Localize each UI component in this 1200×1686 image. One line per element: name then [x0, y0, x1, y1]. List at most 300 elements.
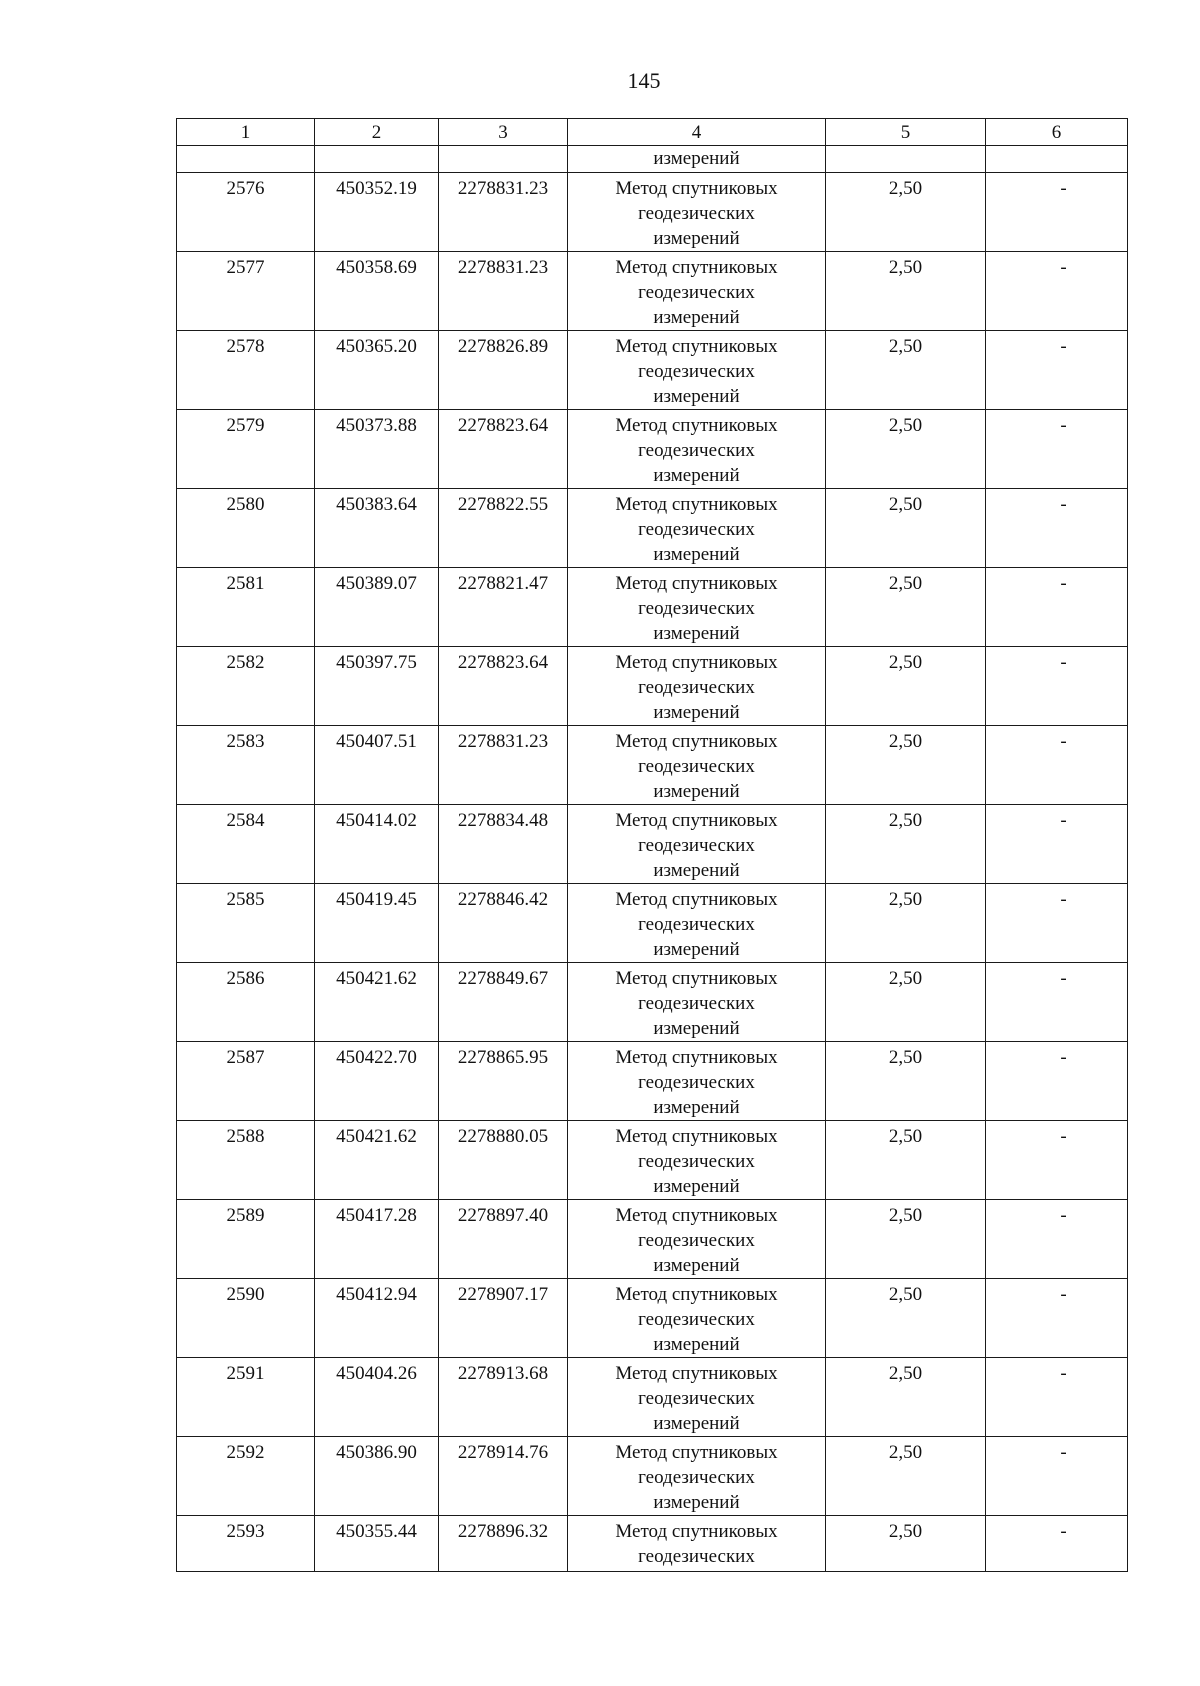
method-text: [568, 884, 825, 962]
method-cell: [568, 884, 826, 963]
method-cell: [568, 805, 826, 884]
note-cell: [986, 410, 1128, 489]
accuracy-cell: [826, 1121, 986, 1200]
method-line: геодезических: [638, 835, 755, 856]
method-line: Метод спутниковых: [615, 336, 778, 357]
point-number: 2588: [226, 1126, 265, 1147]
accuracy-cell: [826, 1042, 986, 1121]
accuracy-value: 2,50: [888, 1047, 923, 1068]
accuracy-cell: [826, 726, 986, 805]
x-coordinate: 450422.70: [336, 1047, 417, 1068]
method-cell: [568, 1042, 826, 1121]
method-text: [568, 1200, 825, 1278]
table-row: [177, 173, 1128, 252]
point-number-cell: [177, 1279, 315, 1358]
x-coordinate: 450386.90: [336, 1442, 417, 1463]
method-line: Метод спутниковых: [615, 1284, 778, 1305]
accuracy-cell: [826, 884, 986, 963]
method-text: [568, 252, 825, 330]
y-coordinate: 2278897.40: [457, 1205, 549, 1226]
accuracy-value: 2,50: [888, 336, 923, 357]
continuation-cell-5: [826, 146, 986, 173]
accuracy-value: 2,50: [888, 573, 923, 594]
continuation-row: [177, 146, 1128, 173]
method-cell: [568, 410, 826, 489]
method-line: Метод спутниковых: [615, 178, 778, 199]
x-coordinate: 450358.69: [336, 257, 417, 278]
y-coordinate: 2278865.95: [457, 1047, 549, 1068]
method-cell: [568, 331, 826, 410]
y-coordinate-cell: [439, 1121, 568, 1200]
table-row: [177, 1437, 1128, 1516]
method-line: измерений: [653, 1255, 740, 1276]
note-cell: [986, 1042, 1128, 1121]
header-cell-3: 3: [439, 119, 568, 146]
x-coordinate: 450419.45: [336, 889, 417, 910]
method-line: геодезических: [638, 1546, 755, 1567]
x-coordinate-cell: [315, 726, 439, 805]
coordinates-table: [176, 118, 1128, 1572]
method-line: Метод спутниковых: [615, 573, 778, 594]
method-line: Метод спутниковых: [615, 1205, 778, 1226]
method-text: [568, 1437, 825, 1515]
point-number: 2589: [226, 1205, 265, 1226]
note-value: -: [1060, 968, 1067, 989]
point-number-cell: [177, 1121, 315, 1200]
header-cell-2: 2: [315, 119, 439, 146]
point-number: 2587: [226, 1047, 265, 1068]
x-coordinate-cell: [315, 1437, 439, 1516]
point-number-cell: [177, 1516, 315, 1572]
note-cell: [986, 805, 1128, 884]
accuracy-value: 2,50: [888, 1442, 923, 1463]
x-coordinate-cell: [315, 1358, 439, 1437]
y-coordinate: 2278834.48: [457, 810, 549, 831]
y-coordinate: 2278822.55: [457, 494, 549, 515]
method-line: геодезических: [638, 1151, 755, 1172]
point-number-cell: [177, 1200, 315, 1279]
x-coordinate-cell: [315, 1121, 439, 1200]
point-number-cell: [177, 647, 315, 726]
y-coordinate-cell: [439, 1042, 568, 1121]
y-coordinate: 2278896.32: [457, 1521, 549, 1542]
note-value: -: [1060, 1442, 1067, 1463]
method-line: геодезических: [638, 1230, 755, 1251]
y-coordinate: 2278831.23: [457, 178, 549, 199]
table-row: [177, 1516, 1128, 1572]
accuracy-value: 2,50: [888, 652, 923, 673]
point-number-cell: [177, 331, 315, 410]
x-coordinate: 450421.62: [336, 968, 417, 989]
method-line: измерений: [653, 1492, 740, 1513]
method-line: измерений: [653, 623, 740, 644]
method-text: [568, 331, 825, 409]
continuation-cell-2: [315, 146, 439, 173]
point-number: 2580: [226, 494, 265, 515]
accuracy-cell: [826, 1279, 986, 1358]
accuracy-cell: [826, 489, 986, 568]
method-cell: [568, 1121, 826, 1200]
note-cell: [986, 331, 1128, 410]
note-value: -: [1060, 731, 1067, 752]
method-line: измерений: [653, 307, 740, 328]
method-line: измерений: [653, 781, 740, 802]
note-value: -: [1060, 257, 1067, 278]
note-cell: [986, 1279, 1128, 1358]
table-row: [177, 1121, 1128, 1200]
point-number-cell: [177, 410, 315, 489]
table-row: [177, 1200, 1128, 1279]
method-line: Метод спутниковых: [615, 1047, 778, 1068]
method-cell: [568, 1516, 826, 1572]
accuracy-cell: [826, 1200, 986, 1279]
note-cell: [986, 1200, 1128, 1279]
method-cell: [568, 489, 826, 568]
x-coordinate: 450414.02: [336, 810, 417, 831]
x-coordinate: 450417.28: [336, 1205, 417, 1226]
y-coordinate: 2278823.64: [457, 415, 549, 436]
method-line: измерений: [653, 702, 740, 723]
point-number-cell: [177, 726, 315, 805]
y-coordinate-cell: [439, 1516, 568, 1572]
method-line: Метод спутниковых: [615, 415, 778, 436]
note-value: -: [1060, 1363, 1067, 1384]
note-cell: [986, 726, 1128, 805]
method-line: геодезических: [638, 677, 755, 698]
method-text: [568, 410, 825, 488]
note-cell: [986, 173, 1128, 252]
accuracy-cell: [826, 963, 986, 1042]
method-line: геодезических: [638, 598, 755, 619]
method-line: геодезических: [638, 914, 755, 935]
x-coordinate-cell: [315, 568, 439, 647]
point-number: 2592: [226, 1442, 265, 1463]
y-coordinate: 2278913.68: [457, 1363, 549, 1384]
y-coordinate: 2278846.42: [457, 889, 549, 910]
method-text: [568, 1042, 825, 1120]
method-cell: [568, 568, 826, 647]
method-line: геодезических: [638, 1072, 755, 1093]
continuation-cell-3: [439, 146, 568, 173]
method-line: Метод спутниковых: [615, 889, 778, 910]
x-coordinate-cell: [315, 410, 439, 489]
method-text: [568, 1279, 825, 1357]
x-coordinate-cell: [315, 1200, 439, 1279]
x-coordinate: 450389.07: [336, 573, 417, 594]
accuracy-value: 2,50: [888, 1284, 923, 1305]
note-value: -: [1060, 573, 1067, 594]
note-cell: [986, 647, 1128, 726]
table-row: [177, 884, 1128, 963]
table-row: [177, 805, 1128, 884]
accuracy-value: 2,50: [888, 415, 923, 436]
method-line: геодезических: [638, 203, 755, 224]
table-row: [177, 1358, 1128, 1437]
method-cell: [568, 1358, 826, 1437]
method-line: измерений: [653, 1334, 740, 1355]
accuracy-value: 2,50: [888, 1363, 923, 1384]
method-text: [568, 173, 825, 251]
point-number: 2579: [226, 415, 265, 436]
accuracy-cell: [826, 1437, 986, 1516]
note-value: -: [1060, 1521, 1067, 1542]
y-coordinate-cell: [439, 568, 568, 647]
method-text: [568, 647, 825, 725]
method-line: измерений: [653, 1413, 740, 1434]
method-line: измерений: [653, 1018, 740, 1039]
y-coordinate-cell: [439, 1279, 568, 1358]
method-line: Метод спутниковых: [615, 652, 778, 673]
y-coordinate-cell: [439, 805, 568, 884]
point-number: 2590: [226, 1284, 265, 1305]
note-cell: [986, 568, 1128, 647]
method-cell: [568, 1200, 826, 1279]
method-line: геодезических: [638, 361, 755, 382]
y-coordinate-cell: [439, 1358, 568, 1437]
point-number: 2591: [226, 1363, 265, 1384]
method-line: геодезических: [638, 1388, 755, 1409]
note-value: -: [1060, 810, 1067, 831]
x-coordinate-cell: [315, 1516, 439, 1572]
point-number: 2577: [226, 257, 265, 278]
point-number-cell: [177, 252, 315, 331]
x-coordinate: 450373.88: [336, 415, 417, 436]
method-line: геодезических: [638, 519, 755, 540]
note-cell: [986, 252, 1128, 331]
x-coordinate: 450383.64: [336, 494, 417, 515]
method-cell: [568, 726, 826, 805]
method-line: геодезических: [638, 282, 755, 303]
y-coordinate-cell: [439, 1200, 568, 1279]
accuracy-cell: [826, 647, 986, 726]
method-text: [568, 568, 825, 646]
method-text: [568, 1121, 825, 1199]
y-coordinate-cell: [439, 726, 568, 805]
x-coordinate: 450407.51: [336, 731, 417, 752]
point-number: 2586: [226, 968, 265, 989]
note-value: -: [1060, 652, 1067, 673]
method-line: геодезических: [638, 1467, 755, 1488]
x-coordinate: 450397.75: [336, 652, 417, 673]
method-text: [568, 726, 825, 804]
accuracy-cell: [826, 173, 986, 252]
method-line: геодезических: [638, 993, 755, 1014]
accuracy-value: 2,50: [888, 968, 923, 989]
x-coordinate-cell: [315, 173, 439, 252]
y-coordinate-cell: [439, 884, 568, 963]
method-text: [568, 805, 825, 883]
method-line: Метод спутниковых: [615, 1442, 778, 1463]
x-coordinate-cell: [315, 331, 439, 410]
point-number-cell: [177, 805, 315, 884]
accuracy-value: 2,50: [888, 889, 923, 910]
table-row: [177, 252, 1128, 331]
accuracy-cell: [826, 1358, 986, 1437]
x-coordinate: 450412.94: [336, 1284, 417, 1305]
method-text: [568, 1358, 825, 1436]
y-coordinate-cell: [439, 489, 568, 568]
method-line: измерений: [653, 228, 740, 249]
note-value: -: [1060, 1205, 1067, 1226]
method-line: геодезических: [638, 1309, 755, 1330]
table-row: [177, 489, 1128, 568]
y-coordinate: 2278880.05: [457, 1126, 549, 1147]
point-number: 2578: [226, 336, 265, 357]
table-row: [177, 963, 1128, 1042]
point-number-cell: [177, 963, 315, 1042]
point-number: 2593: [226, 1521, 265, 1542]
x-coordinate-cell: [315, 963, 439, 1042]
point-number-cell: [177, 884, 315, 963]
point-number: 2581: [226, 573, 265, 594]
method-line: измерений: [653, 1176, 740, 1197]
y-coordinate-cell: [439, 331, 568, 410]
y-coordinate: 2278849.67: [457, 968, 549, 989]
method-cell: [568, 173, 826, 252]
y-coordinate: 2278831.23: [457, 257, 549, 278]
note-value: -: [1060, 336, 1067, 357]
y-coordinate-cell: [439, 173, 568, 252]
accuracy-cell: [826, 410, 986, 489]
table-row: [177, 568, 1128, 647]
method-line: Метод спутниковых: [615, 968, 778, 989]
table-row: [177, 726, 1128, 805]
note-value: -: [1060, 889, 1067, 910]
header-cell-5: 5: [826, 119, 986, 146]
method-line: Метод спутниковых: [615, 494, 778, 515]
note-value: -: [1060, 1126, 1067, 1147]
y-coordinate: 2278826.89: [457, 336, 549, 357]
accuracy-value: 2,50: [888, 257, 923, 278]
y-coordinate: 2278907.17: [457, 1284, 549, 1305]
accuracy-cell: [826, 805, 986, 884]
method-line: измерений: [653, 1097, 740, 1118]
x-coordinate-cell: [315, 489, 439, 568]
continuation-method-text: измерений: [653, 148, 740, 169]
y-coordinate: 2278831.23: [457, 731, 549, 752]
x-coordinate-cell: [315, 1279, 439, 1358]
point-number-cell: [177, 1437, 315, 1516]
note-cell: [986, 1516, 1128, 1572]
method-line: измерений: [653, 860, 740, 881]
note-value: -: [1060, 1284, 1067, 1305]
y-coordinate: 2278823.64: [457, 652, 549, 673]
method-line: Метод спутниковых: [615, 810, 778, 831]
accuracy-cell: [826, 331, 986, 410]
point-number-cell: [177, 1358, 315, 1437]
y-coordinate-cell: [439, 963, 568, 1042]
method-cell: [568, 1279, 826, 1358]
note-cell: [986, 1358, 1128, 1437]
x-coordinate-cell: [315, 647, 439, 726]
point-number: 2576: [226, 178, 265, 199]
continuation-cell-6: [986, 146, 1128, 173]
note-cell: [986, 884, 1128, 963]
method-cell: [568, 1437, 826, 1516]
point-number-cell: [177, 489, 315, 568]
table-row: [177, 410, 1128, 489]
table-row: [177, 1279, 1128, 1358]
method-text: [568, 963, 825, 1041]
method-line: измерений: [653, 386, 740, 407]
x-coordinate: 450355.44: [336, 1521, 417, 1542]
method-line: измерений: [653, 939, 740, 960]
x-coordinate-cell: [315, 884, 439, 963]
header-cell-4: 4: [568, 119, 826, 146]
continuation-cell-method: [568, 146, 826, 173]
accuracy-value: 2,50: [888, 810, 923, 831]
page-number: 145: [627, 68, 661, 93]
method-line: измерений: [653, 544, 740, 565]
accuracy-value: 2,50: [888, 178, 923, 199]
method-line: геодезических: [638, 756, 755, 777]
x-coordinate: 450352.19: [336, 178, 417, 199]
method-line: Метод спутниковых: [615, 1521, 778, 1542]
method-text: [568, 1516, 825, 1569]
note-value: -: [1060, 178, 1067, 199]
header-cell-6: 6: [986, 119, 1128, 146]
method-cell: [568, 647, 826, 726]
note-cell: [986, 963, 1128, 1042]
y-coordinate-cell: [439, 1437, 568, 1516]
table-row: [177, 647, 1128, 726]
table-row: [177, 331, 1128, 410]
y-coordinate: 2278914.76: [457, 1442, 549, 1463]
method-line: Метод спутниковых: [615, 257, 778, 278]
accuracy-value: 2,50: [888, 731, 923, 752]
method-line: Метод спутниковых: [615, 731, 778, 752]
x-coordinate: 450404.26: [336, 1363, 417, 1384]
method-cell: [568, 963, 826, 1042]
accuracy-cell: [826, 568, 986, 647]
method-line: геодезических: [638, 440, 755, 461]
y-coordinate: 2278821.47: [457, 573, 549, 594]
note-cell: [986, 489, 1128, 568]
table-row: [177, 1042, 1128, 1121]
accuracy-cell: [826, 1516, 986, 1572]
method-line: Метод спутниковых: [615, 1126, 778, 1147]
point-number-cell: [177, 568, 315, 647]
method-text: [568, 489, 825, 567]
accuracy-value: 2,50: [888, 1521, 923, 1542]
table-header-row: [177, 119, 1128, 146]
point-number: 2584: [226, 810, 265, 831]
point-number-cell: [177, 173, 315, 252]
accuracy-value: 2,50: [888, 1126, 923, 1147]
note-cell: [986, 1437, 1128, 1516]
note-cell: [986, 1121, 1128, 1200]
y-coordinate-cell: [439, 410, 568, 489]
y-coordinate-cell: [439, 252, 568, 331]
method-line: Метод спутниковых: [615, 1363, 778, 1384]
method-cell: [568, 252, 826, 331]
x-coordinate-cell: [315, 805, 439, 884]
point-number: 2583: [226, 731, 265, 752]
x-coordinate-cell: [315, 252, 439, 331]
accuracy-value: 2,50: [888, 1205, 923, 1226]
point-number: 2582: [226, 652, 265, 673]
accuracy-cell: [826, 252, 986, 331]
x-coordinate-cell: [315, 1042, 439, 1121]
point-number: 2585: [226, 889, 265, 910]
continuation-cell-1: [177, 146, 315, 173]
note-value: -: [1060, 494, 1067, 515]
note-value: -: [1060, 415, 1067, 436]
header-cell-1: 1: [177, 119, 315, 146]
note-value: -: [1060, 1047, 1067, 1068]
y-coordinate-cell: [439, 647, 568, 726]
method-line: измерений: [653, 465, 740, 486]
